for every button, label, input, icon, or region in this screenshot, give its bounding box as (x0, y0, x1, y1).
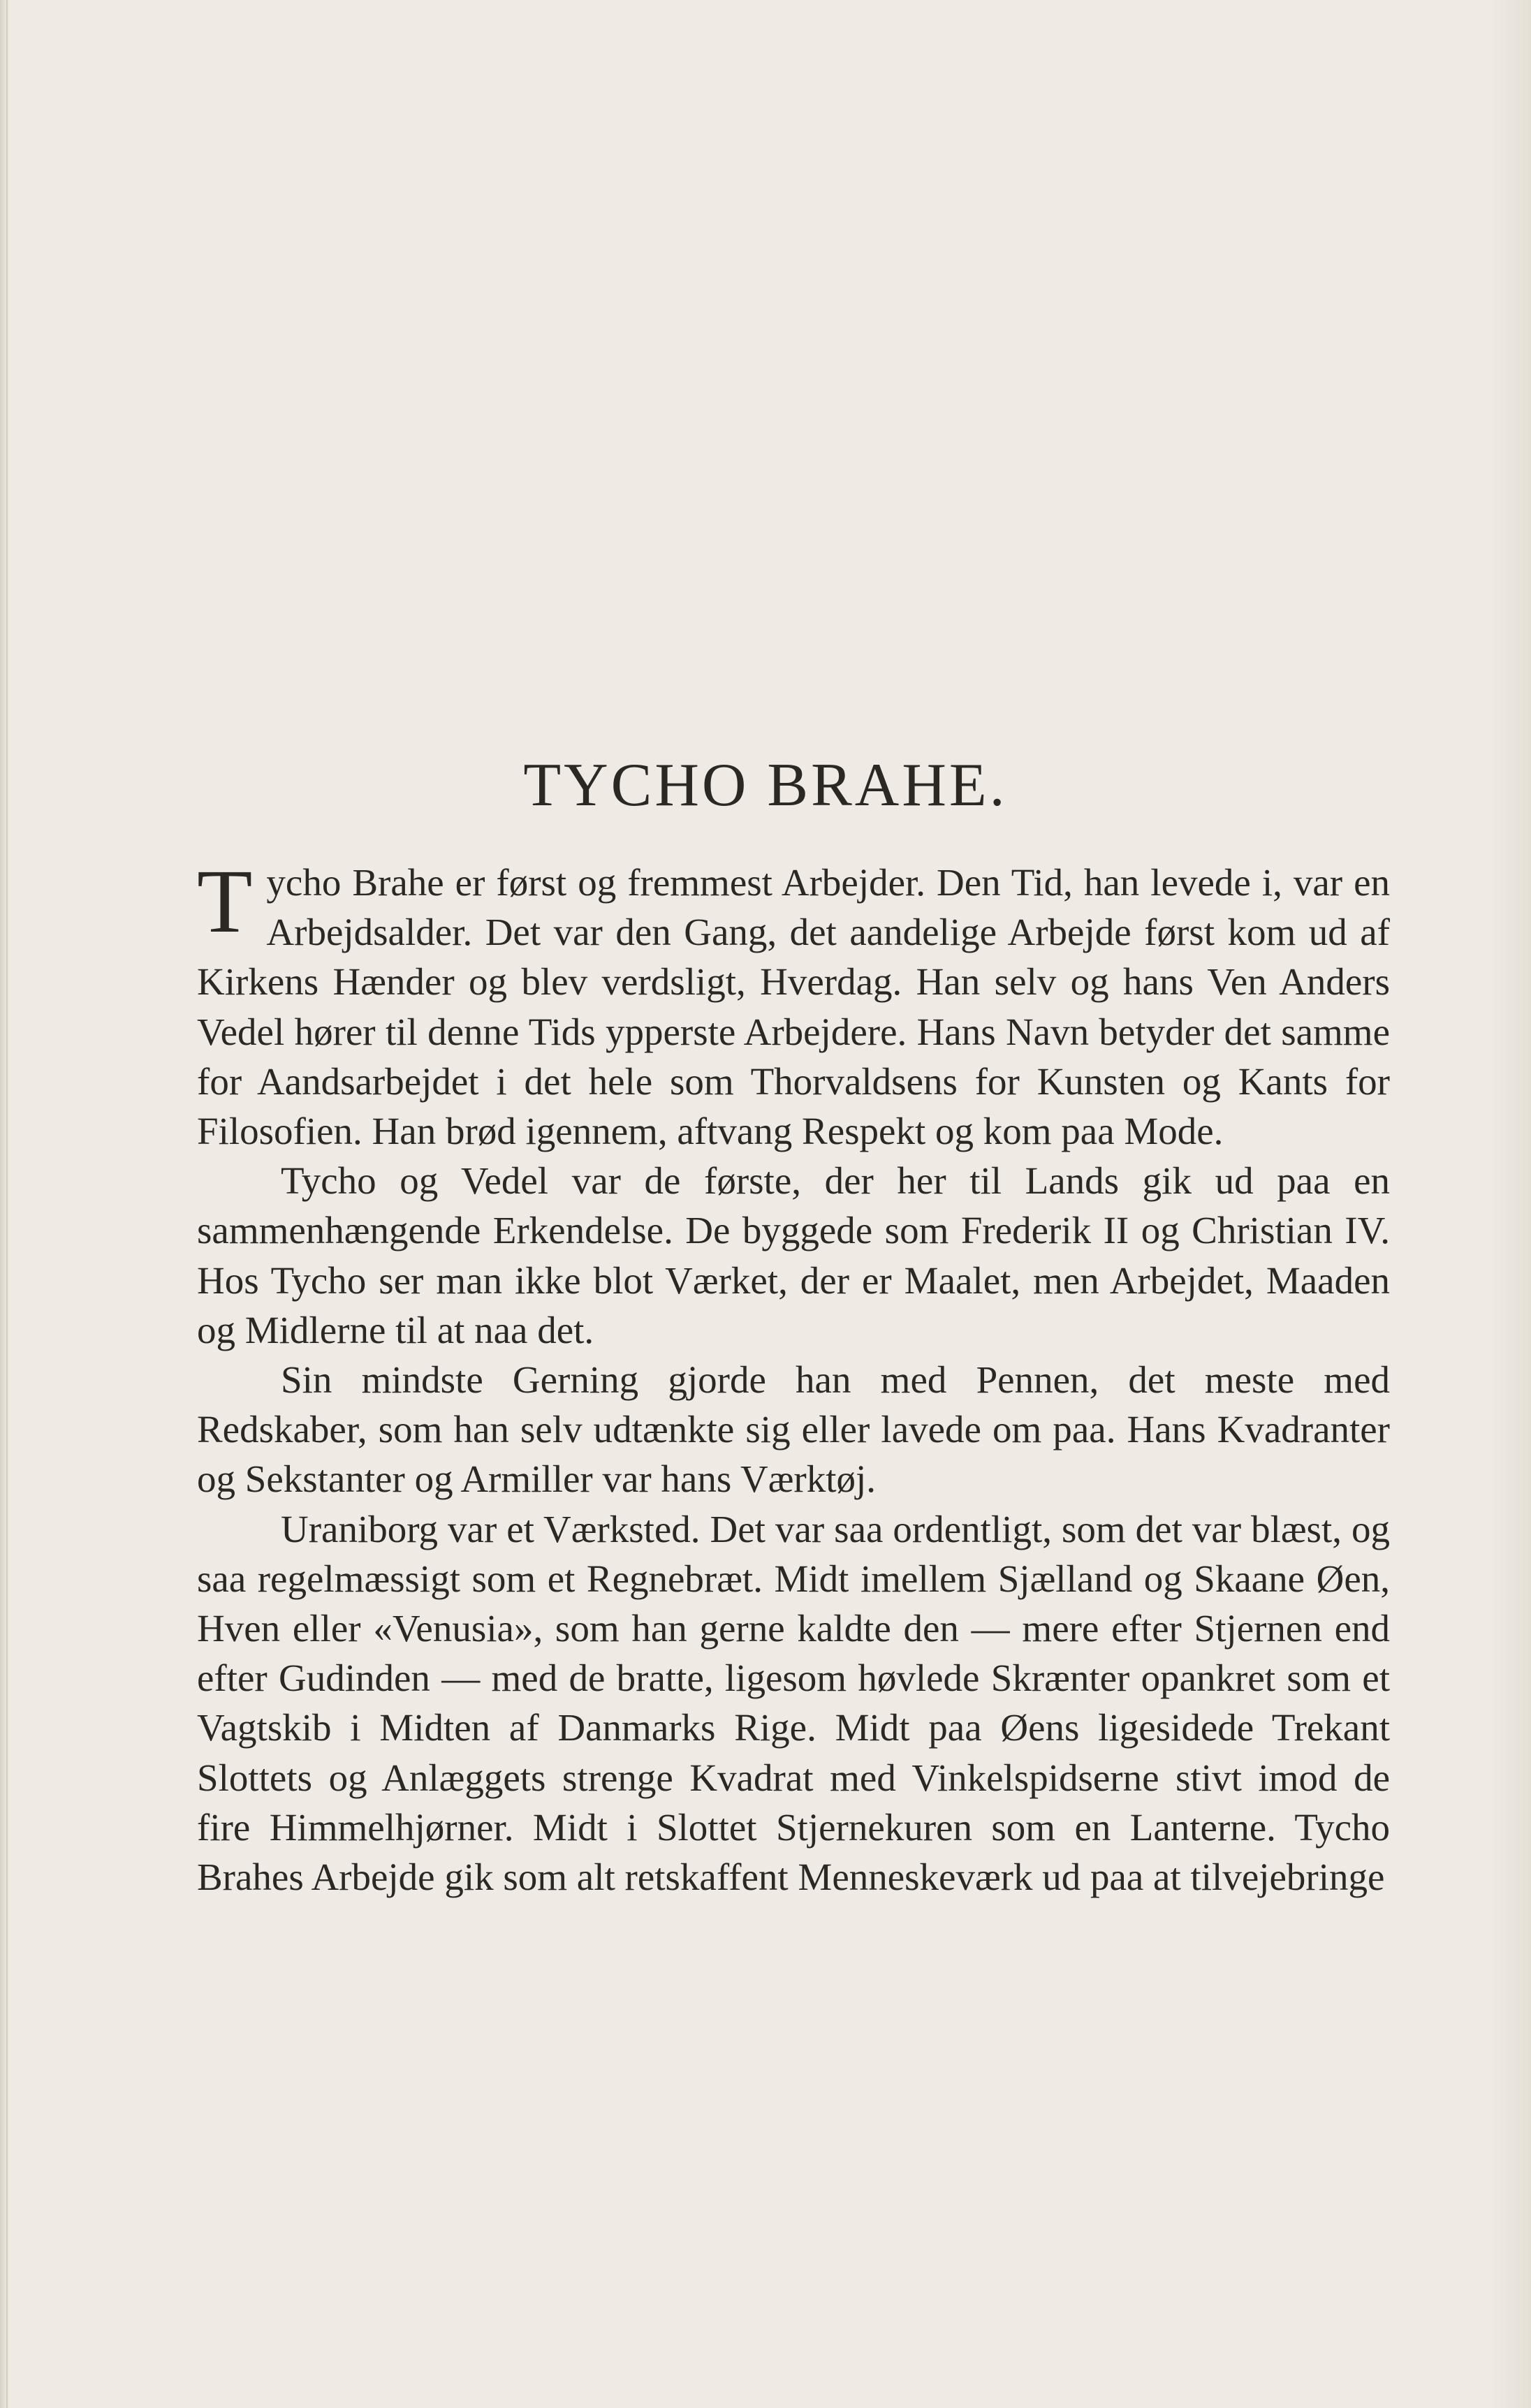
page-title: TYCHO BRAHE. (523, 751, 1008, 819)
paragraph-1 (197, 851, 1390, 1156)
paragraph-3: Sin mindste Gerning gjorde han med Pennen, det meste med Redskaber, som han selv udtænkte sig eller lavede om paa. Hans Kvadranter og Sekstanter og Armiller var hans Værktøj. (197, 1358, 1390, 1501)
paragraph-4: Uraniborg var et Værksted. Det var saa ordentligt, som det var blæst, og saa regelmæssigt som et Regnebræt. Midt imellem Sjælland og Skaane Øen, Hven eller «Venusia», som han gerne kaldte den — mere efter Stjernen end efter Gudinden — med de bratte, ligesom høvlede Skrænter opankret som et Vagtskib i Midten af Danmarks Rige. Midt paa Øens ligesidede Trekant Slottets og Anlæggets strenge Kvadrat med Vinkelspidserne stivt imod de fire Himmelhjørner. Midt i Slottet Stjernekuren som en Lanterne. Tycho Brahes Arbejde gik som alt retskaffent Menneskeværk ud paa at tilvejebringe (197, 1507, 1390, 1899)
body-text (197, 851, 1390, 1902)
paragraph-2: Tycho og Vedel var de første, der her til Lands gik ud paa en sammenhængende Erkendelse. De byggede som Frederik II og Christian IV. Hos Tycho ser man ikke blot Værket, der er Maalet, men Arbejdet, Maaden og Midlerne til at naa det. (197, 1159, 1390, 1351)
page-edge-line (6, 0, 8, 2408)
page-edge (0, 0, 10, 2408)
drop-cap: T (197, 851, 253, 952)
page-shade (1489, 0, 1531, 2408)
paragraph-1-text: ycho Brahe er først og fremmest Arbejder. Den Tid, han levede i, var en Arbejdsalder. Det var den Gang, det aandelige Arbejde først kom ud af Kirkens Hænder og blev verdsligt, Hverdag. Han selv og hans Ven Anders Vedel hører til denne Tids ypperste Arbejdere. Hans Navn betyder det samme for Aandsarbejdet i det hele som Thorvaldsens for Kunsten og Kants for Filosofien. Han brød igennem, aftvang Respekt og kom paa Mode. (197, 861, 1390, 1153)
